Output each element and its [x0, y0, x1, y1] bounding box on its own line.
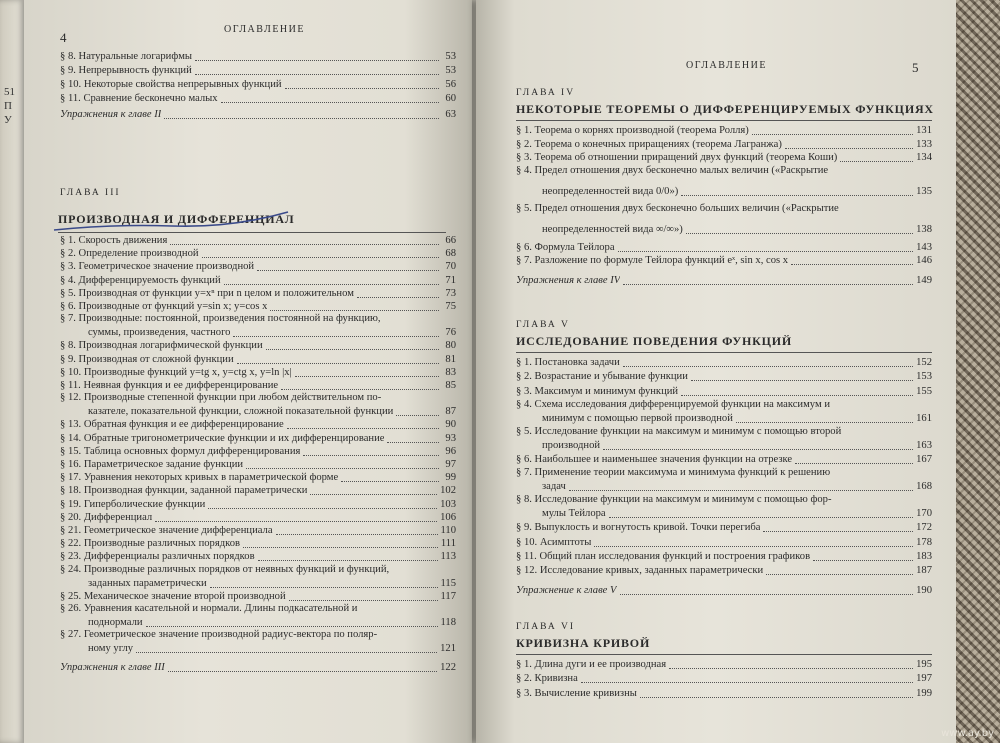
toc-entry	[60, 379, 456, 392]
left-page	[24, 0, 472, 743]
adjacent-book-edge	[0, 0, 24, 743]
entry-title: § 5. Предел отношения двух бесконечно больших величин («Раскрытие	[516, 202, 839, 214]
entry-title: § 2. Определение производной	[60, 248, 199, 260]
entry-page: 97	[445, 459, 456, 470]
toc-entry	[60, 537, 456, 550]
entry-page: 76	[445, 327, 456, 339]
entry-title: § 9. Непрерывность функций	[60, 65, 192, 76]
entry-page: 106	[440, 511, 456, 523]
leader-dots	[791, 264, 913, 265]
entry-page: 87	[445, 406, 456, 418]
entry-page: 183	[916, 550, 932, 562]
leader-dots	[396, 415, 439, 416]
entry-page: 85	[445, 380, 456, 391]
toc-entry	[88, 577, 456, 590]
leader-dots	[840, 161, 913, 162]
entry-page: 190	[916, 585, 932, 597]
page-number: 4	[60, 30, 67, 45]
leader-dots	[303, 455, 439, 456]
leader-dots	[295, 376, 439, 377]
toc-entry	[542, 185, 932, 198]
leader-dots	[569, 490, 913, 491]
entry-page: 195	[916, 659, 932, 670]
entry-page: 138	[916, 223, 932, 235]
toc-entry	[60, 234, 456, 247]
edge-fragment: П	[4, 100, 12, 112]
leader-dots	[276, 534, 438, 535]
entry-title: ному углу	[88, 643, 134, 655]
toc-entry	[88, 642, 456, 655]
entry-page: 118	[440, 617, 456, 628]
entry-page: 60	[445, 93, 456, 104]
leader-dots	[258, 560, 438, 561]
leader-dots	[618, 251, 914, 252]
entry-page: 152	[916, 357, 932, 368]
entry-page: 70	[445, 261, 456, 273]
leader-dots	[170, 244, 439, 245]
leader-dots	[208, 508, 437, 509]
leader-dots	[785, 148, 913, 149]
entry-page: 197	[916, 673, 932, 685]
entry-page: 63	[445, 109, 456, 120]
entry-page: 170	[916, 508, 932, 520]
entry-title: § 27. Геометрическое значение производной радиус-вектора по поляр-	[60, 629, 378, 641]
leader-dots	[766, 574, 913, 575]
entry-title: § 10. Производные функций y=tg x, y=ctg x, y=ln |x|	[60, 366, 292, 378]
leader-dots	[623, 284, 913, 285]
toc-entry	[60, 418, 456, 431]
entry-title: § 4. Схема исследования дифференцируемой функции на максимум и	[516, 398, 830, 410]
entry-title: § 3. Теорема об отношении приращений двух функций (теорема Коши)	[516, 152, 838, 163]
entry-page: 71	[445, 274, 456, 286]
leader-dots	[603, 449, 913, 450]
toc-entry	[60, 92, 456, 105]
toc-entry	[516, 658, 932, 671]
entry-title: минимум с помощью первой производной	[542, 412, 733, 424]
entry-title: § 6. Производные от функций y=sin x; y=cos x	[60, 301, 268, 312]
entry-title: § 2. Кривизна	[516, 673, 578, 685]
entry-title: § 1. Постановка задачи	[516, 357, 620, 368]
entry-title: производной	[542, 439, 601, 451]
entry-page: 75	[445, 301, 456, 312]
leader-dots	[341, 481, 439, 482]
entry-page: 99	[445, 472, 456, 484]
entry-page: 172	[916, 522, 932, 534]
entry-title: заданных параметрически	[88, 577, 207, 589]
exercise-entry	[516, 274, 932, 287]
leader-dots	[164, 118, 439, 119]
edge-fragment: У	[4, 114, 12, 126]
toc-entry	[60, 50, 456, 63]
chapter-title: НЕКОТОРЫЕ ТЕОРЕМЫ О ДИФФЕРЕНЦИРУЕМЫХ ФУНКЦИЯХ	[516, 102, 934, 116]
chapter-title: ИССЛЕДОВАНИЕ ПОВЕДЕНИЯ ФУНКЦИЙ	[516, 334, 792, 348]
toc-entry	[516, 453, 932, 466]
entry-title: § 10. Асимптоты	[516, 536, 592, 548]
toc-entry	[60, 498, 456, 511]
leader-dots	[620, 594, 914, 595]
chapter-title: ПРОИЗВОДНАЯ И ДИФФЕРЕНЦИАЛ	[58, 212, 295, 226]
entry-page: 131	[916, 125, 932, 136]
leader-dots	[691, 380, 913, 381]
entry-title: § 11. Неявная функция и ее дифференцирование	[60, 380, 279, 391]
edge-fragment: 51	[4, 86, 15, 98]
toc-entry	[60, 590, 456, 603]
toc-entry	[516, 672, 932, 685]
exercise-entry	[60, 661, 456, 674]
entry-title: § 9. Выпуклость и вогнутость кривой. Точки перегиба	[516, 522, 761, 534]
chapter-rule	[516, 654, 932, 655]
entry-title: § 22. Производные различных порядков	[60, 538, 241, 550]
chapter-rule	[58, 232, 446, 233]
entry-title: Упражнения к главе III	[60, 662, 165, 674]
toc-entry	[88, 616, 456, 629]
leader-dots	[681, 195, 913, 196]
entry-title: § 20. Дифференциал	[60, 511, 153, 523]
leader-dots	[233, 336, 439, 337]
entry-page: 146	[916, 255, 932, 266]
exercise-entry	[516, 584, 932, 597]
entry-title: § 17. Уравнения некоторых кривых в параметрической форме	[60, 472, 339, 484]
toc-entry	[516, 536, 932, 549]
leader-dots	[623, 366, 913, 367]
entry-title: § 15. Таблица основных формул дифференцирования	[60, 445, 301, 457]
leader-dots	[266, 349, 439, 350]
running-header: ОГЛАВЛЕНИЕ	[686, 60, 767, 71]
entry-title: § 18. Производная функции, заданной параметрически	[60, 485, 308, 497]
toc-entry	[516, 385, 932, 398]
toc-entry	[516, 241, 932, 254]
entry-page: 73	[445, 287, 456, 299]
toc-entry	[60, 550, 456, 563]
toc-entry	[60, 260, 456, 273]
leader-dots	[224, 284, 439, 285]
toc-entry	[60, 445, 456, 458]
leader-dots	[195, 74, 439, 75]
toc-entry	[516, 521, 932, 534]
leader-dots	[310, 494, 437, 495]
leader-dots	[246, 468, 439, 469]
toc-entry	[542, 439, 932, 452]
entry-title: § 5. Исследование функции на максимум и минимум с помощью второй	[516, 425, 842, 437]
entry-title: § 10. Некоторые свойства непрерывных функций	[60, 79, 282, 90]
entry-title: § 23. Дифференциалы различных порядков	[60, 551, 255, 563]
toc-entry	[516, 687, 932, 700]
leader-dots	[195, 60, 439, 61]
entry-page: 53	[445, 51, 456, 62]
page-number: 5	[912, 60, 919, 75]
leader-dots	[813, 560, 913, 561]
entry-page: 56	[445, 79, 456, 90]
entry-title: § 4. Дифференцируемость функций	[60, 274, 221, 286]
leader-dots	[640, 697, 913, 698]
toc-entry	[542, 507, 932, 520]
entry-title: § 11. Общий план исследования функций и построения графиков	[516, 550, 811, 562]
toc-entry	[60, 339, 456, 352]
chapter-rule	[516, 352, 932, 353]
leader-dots	[594, 546, 913, 547]
entry-page: 113	[440, 551, 456, 563]
leader-dots	[136, 652, 437, 653]
entry-page: 168	[916, 481, 932, 493]
leader-dots	[609, 517, 914, 518]
leader-dots	[752, 134, 913, 135]
chapter-label: ГЛАВА V	[516, 320, 570, 330]
toc-entry	[516, 564, 932, 577]
entry-page: 153	[916, 371, 932, 383]
toc-entry	[60, 458, 456, 471]
entry-page: 143	[916, 241, 932, 253]
exercise-entry	[60, 108, 456, 121]
toc-entry	[60, 471, 456, 484]
chapter-label: ГЛАВА III	[60, 188, 121, 198]
entry-title: § 13. Обратная функция и ее дифференцирование	[60, 419, 284, 431]
entry-title: Упражнения к главе IV	[516, 274, 621, 286]
entry-title: § 11. Сравнение бесконечно малых	[60, 93, 218, 104]
entry-title: § 1. Длина дуги и ее производная	[516, 659, 667, 670]
entry-page: 135	[916, 185, 932, 197]
leader-dots	[155, 521, 437, 522]
entry-title: § 1. Скорость движения	[60, 235, 168, 246]
entry-title: суммы, произведения, частного	[88, 327, 231, 339]
entry-title: § 24. Производные различных порядков от неявных функций и функций,	[60, 563, 390, 575]
leader-dots	[257, 270, 439, 271]
leader-dots	[795, 463, 913, 464]
entry-page: 199	[916, 687, 932, 699]
leader-dots	[168, 671, 437, 672]
toc-entry	[542, 412, 932, 425]
entry-title: § 16. Параметрическое задание функции	[60, 459, 244, 470]
entry-title: § 26. Уравнения касательной и нормали. Длины подкасательной и	[60, 603, 358, 614]
entry-page: 93	[445, 432, 456, 444]
toc-entry	[60, 524, 456, 537]
entry-page: 110	[440, 525, 456, 536]
entry-title: казателе, показательной функции, сложной показательной функции	[88, 406, 394, 418]
running-header: ОГЛАВЛЕНИЕ	[224, 24, 305, 35]
entry-title: § 21. Геометрическое значение дифференциала	[60, 525, 273, 536]
entry-title: § 3. Геометрическое значение производной	[60, 261, 255, 273]
right-page	[476, 0, 956, 743]
entry-page: 81	[445, 353, 456, 365]
entry-title: поднормали	[88, 617, 143, 628]
entry-page: 163	[916, 439, 932, 451]
toc-entry	[60, 353, 456, 366]
entry-page: 66	[445, 235, 456, 246]
leader-dots	[243, 547, 438, 548]
leader-dots	[387, 442, 439, 443]
toc-entry	[516, 550, 932, 563]
entry-title: § 7. Применение теории максимума и минимума функций к решению	[516, 467, 831, 479]
entry-page: 111	[440, 538, 456, 550]
entry-title: § 8. Производная логарифмической функции	[60, 340, 263, 352]
leader-dots	[285, 88, 439, 89]
entry-page: 53	[445, 65, 456, 76]
leader-dots	[146, 626, 438, 627]
leader-dots	[221, 102, 439, 103]
entry-page: 96	[445, 445, 456, 457]
leader-dots	[736, 422, 913, 423]
entry-title: § 6. Формула Тейлора	[516, 241, 615, 253]
chapter-rule	[516, 120, 932, 121]
entry-page: 68	[445, 248, 456, 260]
entry-title: § 2. Возрастание и убывание функции	[516, 371, 688, 383]
entry-page: 155	[916, 385, 932, 397]
entry-page: 122	[440, 662, 456, 674]
entry-page: 149	[916, 274, 932, 286]
toc-entry	[516, 124, 932, 137]
toc-entry	[542, 223, 932, 236]
entry-page: 80	[445, 340, 456, 352]
entry-title: § 6. Наибольшее и наименьшее значения функции на отрезке	[516, 453, 793, 465]
toc-entry	[60, 247, 456, 260]
toc-entry	[60, 300, 456, 313]
leader-dots	[210, 587, 438, 588]
leader-dots	[681, 395, 913, 396]
entry-page: 83	[445, 366, 456, 378]
entry-title: § 9. Производная от сложной функции	[60, 353, 234, 365]
entry-page: 117	[440, 590, 456, 602]
toc-entry	[516, 151, 932, 164]
entry-page: 102	[440, 485, 456, 497]
toc-entry	[60, 78, 456, 91]
leader-dots	[669, 668, 913, 669]
toc-entry	[88, 326, 456, 339]
leader-dots	[581, 682, 913, 683]
entry-title: § 12. Исследование кривых, заданных параметрически	[516, 565, 764, 577]
entry-page: 121	[440, 643, 456, 655]
entry-page: 178	[916, 536, 932, 548]
entry-page: 103	[440, 498, 456, 510]
entry-title: § 8. Исследование функции на максимум и минимум с помощью фор-	[516, 494, 832, 506]
entry-title: § 2. Теорема о конечных приращениях (теорема Лагранжа)	[516, 138, 782, 150]
toc-entry	[60, 432, 456, 445]
leader-dots	[202, 257, 439, 258]
entry-title: § 1. Теорема о корнях производной (теорема Ролля)	[516, 125, 749, 136]
chapter-label: ГЛАВА VI	[516, 622, 576, 632]
entry-title: § 4. Предел отношения двух бесконечно малых величин («Раскрытие	[516, 164, 829, 176]
entry-title: § 14. Обратные тригонометрические функции и их дифференцирование	[60, 432, 385, 444]
toc-entry	[542, 480, 932, 493]
leader-dots	[686, 233, 913, 234]
toc-entry	[516, 370, 932, 383]
entry-title: Упражнение к главе V	[516, 585, 617, 597]
entry-title: § 7. Производные: постоянной, произведения постоянной на функцию,	[60, 313, 381, 325]
chapter-title: КРИВИЗНА КРИВОЙ	[516, 636, 651, 650]
entry-title: задач	[542, 481, 566, 493]
entry-page: 115	[440, 577, 456, 589]
chapter-label: ГЛАВА IV	[516, 88, 576, 98]
leader-dots	[281, 389, 439, 390]
watermark: www.ay.by	[941, 728, 994, 739]
leader-dots	[289, 600, 438, 601]
entry-title: § 5. Производная от функции y=xⁿ при n целом и положительном	[60, 287, 354, 299]
toc-entry	[60, 274, 456, 287]
toc-entry	[516, 356, 932, 369]
entry-title: неопределенностей вида ∞/∞»)	[542, 223, 683, 235]
toc-entry	[60, 366, 456, 379]
entry-title: § 3. Максимум и минимум функций	[516, 385, 679, 397]
entry-page: 167	[916, 453, 932, 465]
toc-entry	[516, 138, 932, 151]
toc-entry	[60, 287, 456, 300]
entry-page: 133	[916, 138, 932, 150]
entry-title: § 3. Вычисление кривизны	[516, 687, 637, 699]
leader-dots	[357, 297, 439, 298]
toc-entry	[60, 484, 456, 497]
leader-dots	[763, 531, 913, 532]
entry-title: § 7. Разложение по формуле Тейлора функций eˣ, sin x, cos x	[516, 255, 789, 266]
entry-page: 90	[445, 419, 456, 431]
toc-entry	[516, 254, 932, 267]
entry-title: Упражнения к главе II	[60, 109, 162, 120]
pen-underline	[52, 204, 292, 234]
entry-title: мулы Тейлора	[542, 508, 606, 520]
entry-page: 187	[916, 565, 932, 577]
entry-title: § 19. Гиперболические функции	[60, 498, 206, 510]
leader-dots	[287, 428, 439, 429]
toc-entry	[88, 405, 456, 418]
entry-title: § 12. Производные степенной функции при любом действительном по-	[60, 392, 382, 404]
entry-title: § 8. Натуральные логарифмы	[60, 51, 193, 62]
toc-entry	[60, 64, 456, 77]
leader-dots	[270, 310, 439, 311]
entry-title: неопределенностей вида 0/0»)	[542, 185, 679, 197]
entry-title: § 25. Механическое значение второй производной	[60, 590, 286, 602]
entry-page: 161	[916, 412, 932, 424]
leader-dots	[237, 363, 439, 364]
entry-page: 134	[916, 152, 932, 163]
toc-entry	[60, 511, 456, 524]
